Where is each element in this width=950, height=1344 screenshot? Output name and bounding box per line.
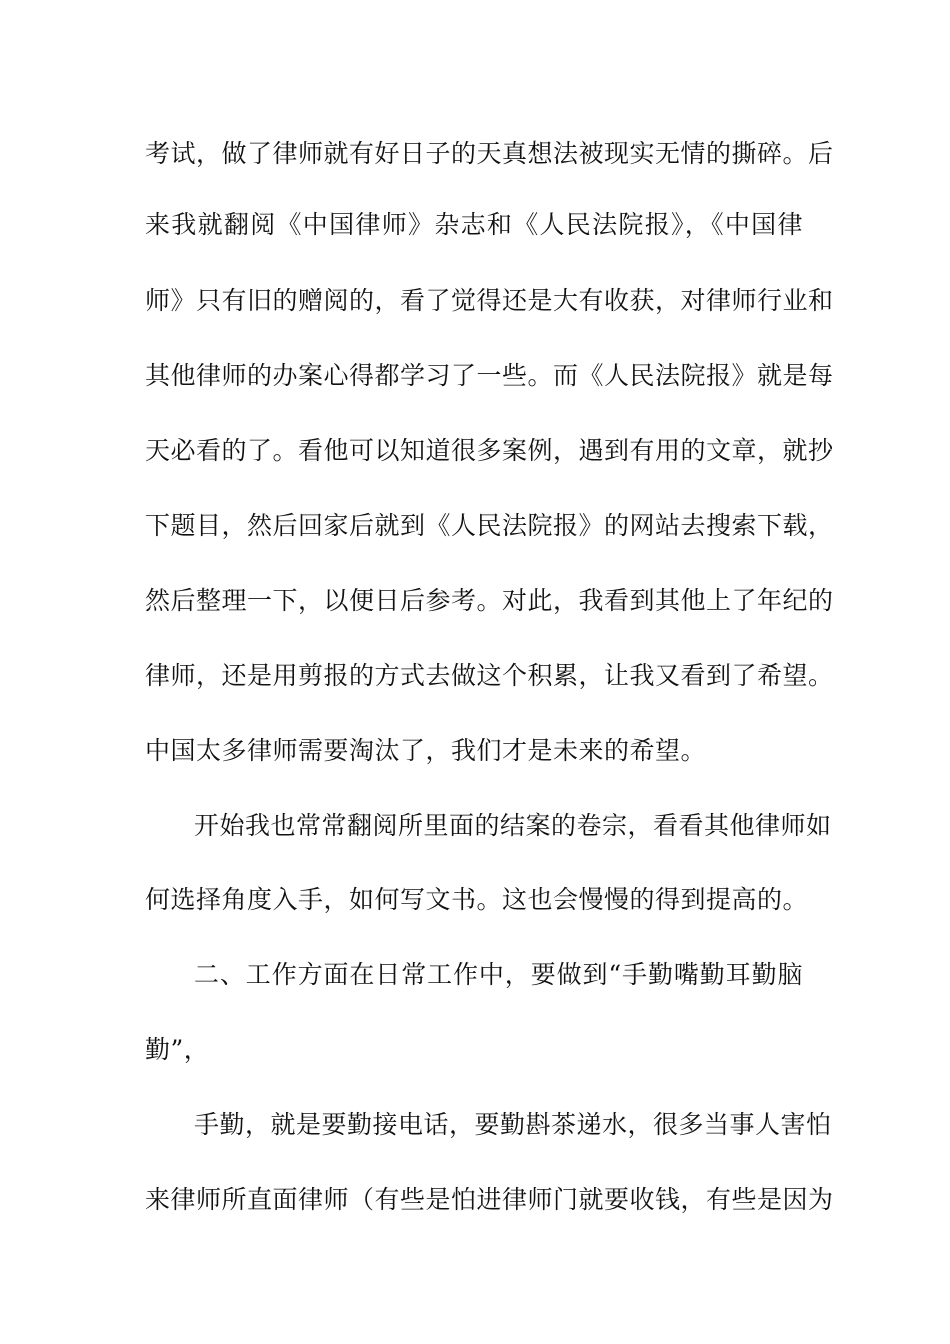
- text-line: 何选择角度入手，如何写文书。这也会慢慢的得到提高的。: [145, 885, 809, 914]
- text-line: 来律师所直面律师（有些是怕进律师门就要收钱，有些是因为: [145, 1185, 834, 1214]
- text-line: 其他律师的办案心得都学习了一些。而《人民法院报》就是每: [145, 361, 834, 390]
- paragraph-first-line: 开始我也常常翻阅所里面的结案的卷宗，看看其他律师如: [194, 811, 832, 840]
- text-line: 然后整理一下，以便日后参考。对此，我看到其他上了年纪的: [145, 586, 834, 615]
- text-line: 勤”，: [145, 1035, 210, 1064]
- text-line: 律师，还是用剪报的方式去做这个积累，让我又看到了希望。: [145, 661, 834, 690]
- text-line: 中国太多律师需要淘汰了，我们才是未来的希望。: [145, 736, 707, 765]
- text-line: 天必看的了。看他可以知道很多案例，遇到有用的文章，就抄: [145, 436, 834, 465]
- paragraph-first-line: 手勤，就是要勤接电话，要勤斟茶递水，很多当事人害怕: [194, 1110, 832, 1139]
- text-line: 师》只有旧的赠阅的，看了觉得还是大有收获，对律师行业和: [145, 286, 834, 315]
- section-heading-line: 二、工作方面在日常工作中，要做到“手勤嘴勤耳勤脑: [194, 960, 803, 989]
- text-line: 下题目，然后回家后就到《人民法院报》的网站去搜索下载，: [145, 511, 834, 540]
- text-line: 考试，做了律师就有好日子的天真想法被现实无情的撕碎。后: [145, 139, 834, 168]
- text-line: 来我就翻阅《中国律师》杂志和《人民法院报》，《中国律: [145, 210, 803, 239]
